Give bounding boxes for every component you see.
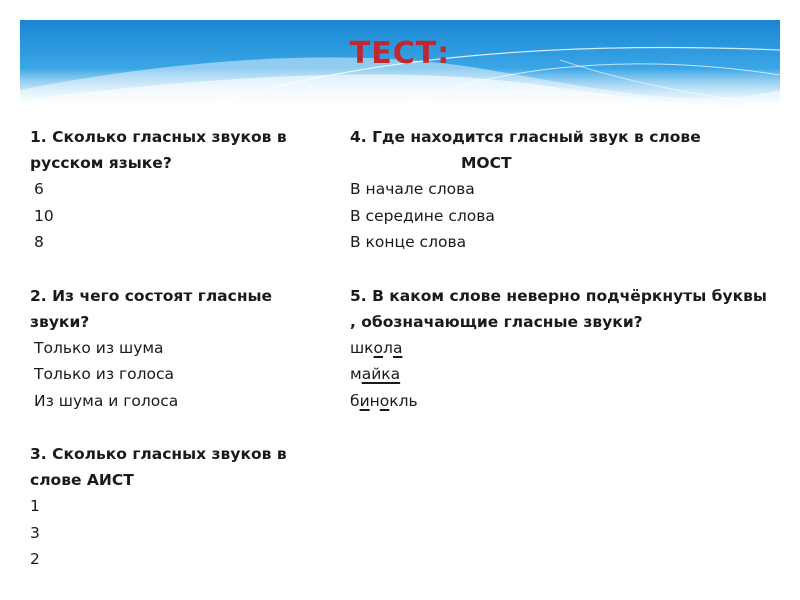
q4-option-1: В начале слова <box>350 180 475 198</box>
page-title: ТЕСТ: <box>349 36 451 71</box>
q2-option-2: Только из голоса <box>34 365 175 383</box>
q4-option-2: В середине слова <box>350 206 495 225</box>
question-5: 5. В каком слове неверно подчёркнуты буквы , обозначающие гласные звуки? <box>350 286 767 331</box>
q3-option-1: 1 <box>30 497 40 515</box>
question-1: 1. Сколько гласных звуков в русском языке? <box>30 128 287 172</box>
question-4: 4. Где находится гласный звук в слове <box>350 128 701 146</box>
q3-option-3: 2 <box>30 550 40 568</box>
q5-word-2: майка <box>350 365 401 383</box>
q1-option-3: 8 <box>34 233 44 251</box>
q3-option-2: 3 <box>30 523 40 542</box>
q2-option-1: Только из шума <box>34 338 164 357</box>
q5-word-3: бинокль <box>350 391 418 410</box>
question-3: 3. Сколько гласных звуков в слове АИСТ <box>30 445 287 489</box>
q4-option-3: В конце слова <box>350 233 467 251</box>
q1-option-2: 10 <box>34 206 54 225</box>
right-column <box>350 124 770 414</box>
left-column <box>30 124 330 573</box>
question-2: 2. Из чего состоят гласные звуки? <box>30 286 273 331</box>
question-4-word: МОСТ <box>461 154 512 172</box>
q2-option-3: Из шума и голоса <box>34 391 179 410</box>
q1-option-1: 6 <box>34 180 44 198</box>
q5-word-1: школа <box>350 338 403 357</box>
